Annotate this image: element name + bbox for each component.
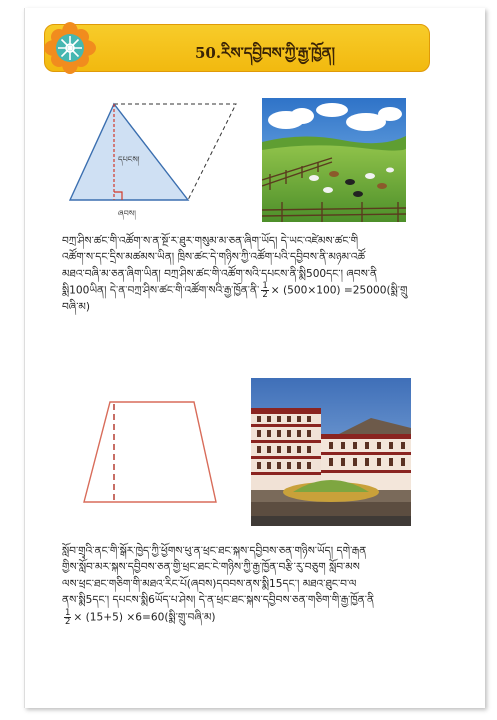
height-label: དཔངས། — [118, 155, 140, 164]
paragraph-1 — [62, 233, 422, 316]
paragraph-1-line-1: བཀྲ་ཤིས་ཚང་གི་འཚོག་ས་ན་སྔོ་ར་ཐུར་གསུམ་མ་ཅན་ཞིག་ཡོད། དེ་ཡང་འཛེམས་ཚང་གི — [62, 235, 359, 247]
base-label: ཞབས། — [118, 209, 136, 218]
paragraph-1-line-4-text: སྨི100ཡིན། དེ་ན་བཀྲ་ཤིས་ཚང་གི་འཚོག་སའི་རྒྱ་ཁྱོན་ནི་ — [62, 284, 260, 297]
fraction-numerator: 1 — [262, 281, 268, 292]
trapezoid-figure — [80, 392, 222, 512]
flower-emblem-icon — [44, 22, 96, 74]
triangle-shape — [70, 104, 188, 200]
page-title: 50.རིས་དབྱིབས་ཀྱི་རྒྱ་ཁྱོན། — [195, 44, 335, 62]
fraction-denominator: 2 — [65, 616, 71, 627]
paragraph-2-line-3: ལས་ཕྲང་ཐང་གཅིག་གི་མཐའ་རིང་པོ(ཞབས)དབབས་ནས་སྨི15དང་། མཐའ་ཐུང་བ་ལ — [62, 577, 357, 590]
paragraph-1-formula: × (500×100) =25000(སྨི་གྲུ — [270, 284, 408, 297]
fraction-numerator: 1 — [65, 607, 71, 618]
title-banner — [44, 24, 430, 72]
triangle-figure — [66, 100, 246, 222]
paragraph-2-line-1: སློབ་གྲྭའི་ནང་གི་སྒོར་ཁྱེད་ཀྱི་ཕྱོགས་ཕུ་ན་ཕྲང་ཐང་སྐས་དབྱིབས་ཅན་གཉིས་ཡོད། དགེ་རྒན — [62, 545, 367, 557]
paragraph-2-line-5 — [62, 609, 422, 626]
trapezoid-shape — [84, 402, 216, 502]
paragraph-1-line-3: མཐའ་བཞི་མ་ཅན་ཞིག་ཡིན། བཀྲ་ཤིས་ཚང་གི་འཚོག་སའི་དཔངས་ནི་སྨི500དང་། ཞབས་ནི — [62, 267, 378, 280]
meadow-photo — [262, 98, 406, 222]
fraction-one-half — [261, 282, 268, 299]
paragraph-1-line-4 — [62, 282, 422, 299]
paragraph-1-line-5: བཞི་མ) — [62, 301, 91, 314]
paragraph-1-line-2: འཚོག་ས་དང་དྲིས་མཚམས་ཡིན། ཁྲིས་ཚང་དེ་གཉིས་ཀྱི་འཚོག་པའི་དབྱིབས་ནི་མཉམ་འཚོ — [62, 251, 366, 264]
fraction-denominator: 2 — [262, 290, 268, 301]
paragraph-2-line-2: གྱིས་སློབ་མར་སྐས་དབྱིབས་ཅན་གྱི་ཕྲང་ཐང་ངེ་གཉིས་ཀྱི་རྒྱ་ཁྱོན་བརྩི་རུ་བཅུག སློབ་མས — [62, 561, 360, 574]
paragraph-2-line-4: ནས་སྨི5དང་། དཔངས་སྨི6ཡོད་པ་ཤེས། དེ་ན་ཕྲང་ཐང་སྐས་དབྱིབས་ཅན་གཅིག་གི་རྒྱ་ཁྱོན་ནི — [62, 594, 375, 607]
monastery-photo — [251, 378, 411, 526]
paragraph-2 — [62, 543, 422, 626]
paragraph-2-formula: × (15+5) ×6=60(སྨི་གྲུ་བཞི་མ) — [73, 611, 216, 624]
fraction-one-half — [64, 609, 71, 626]
